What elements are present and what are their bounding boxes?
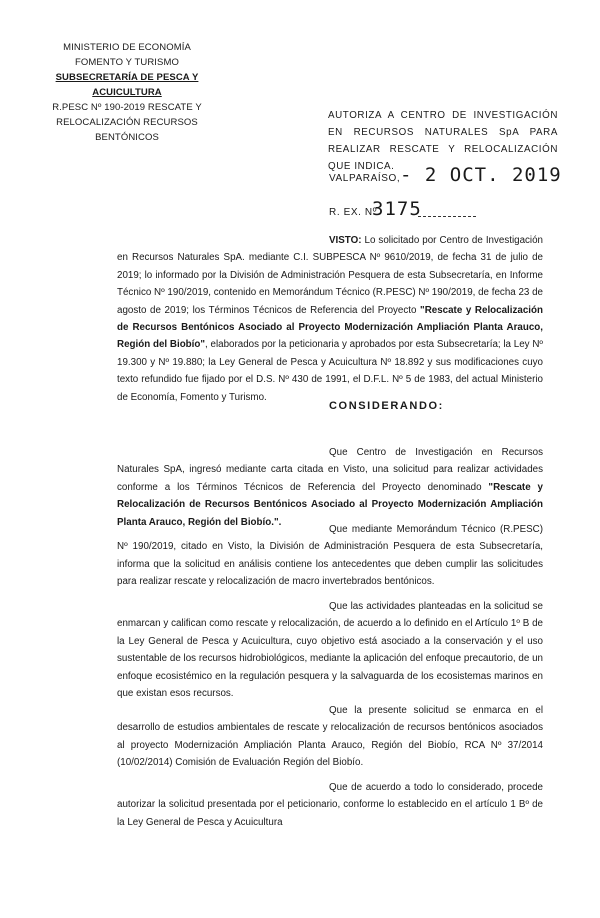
rex-label: R. EX. Nº — [329, 207, 377, 218]
visto-text-2: , elaborados por la peticionaria y aprobados por esta Subsecretaría; la Ley Nº 19.300 y Nº 19.880; la Ley General de Pesca y Acuicultura Nº 18.892 y sus modificaciones cuyo texto refundido fue fijado por el D.S. Nº 430 de 1991, el D.F.L. Nº 5 de 1983, del actual Ministerio de Economía, Fomento y Turismo. — [117, 339, 543, 403]
considerando-paragraph-1 — [117, 444, 543, 531]
ministry-name: MINISTERIO DE ECONOMÍA — [63, 42, 191, 53]
subsecretariat-name: SUBSECRETARÍA DE PESCA Y ACUICULTURA — [55, 72, 199, 98]
resolution-subject: AUTORIZA A CENTRO DE INVESTIGACIÓN EN RECURSOS NATURALES SpA PARA REALIZAR RESCATE Y RELOCALIZACIÓN QUE INDICA. — [328, 110, 558, 172]
visto-text-1: Lo solicitado por Centro de Investigación en Recursos Naturales SpA. mediante C.I. SUBPESCA Nº 9610/2019, de fecha 31 de julio de 2019; lo informado por la División de Administración Pesquera de esta Subsecretaría, en Informe Técnico Nº 190/2019, contenido en Memorándum Técnico (R.PESC) Nº 190/2019, de fecha 23 de agosto de 2019; los Términos Técnicos de Referencia del Proyecto — [117, 235, 543, 316]
visto-lead: VISTO: — [329, 235, 362, 246]
reference-topic: RELOCALIZACIÓN RECURSOS BENTÓNICOS — [56, 117, 198, 143]
reference-line: R.PESC Nº 190-2019 RESCATE Y — [52, 102, 202, 113]
considerando-paragraph-3: Que las actividades planteadas en la solicitud se enmarcan y califican como rescate y relocalización, de acuerdo a lo definido en el Artículo 1º B de la Ley General de Pesca y Acuicultura, cuyo objetivo está asociado a la conservación y el uso sustentable de los recursos hidrobiológicos, mediante la aplicación del enfoque precautorio, de un enfoque ecosistémico en la regulación pesquera y la salvaguarda de los ecosistemas marinos en que existan esos recursos. — [117, 601, 543, 700]
considerando-paragraph-4: Que la presente solicitud se enmarca en el desarrollo de estudios ambientales de rescate y relocalización de recursos bentónicos asociados al proyecto Modernización Ampliación Planta Arauco, Región del Biobío, RCA Nº 37/2014 (10/02/2014) Comisión de Evaluación Región del Biobío. — [117, 705, 543, 769]
rex-number-stamp: 3175 — [372, 198, 422, 220]
date-stamp: - 2 OCT. 2019 — [400, 164, 562, 186]
visto-project-title: "Rescate y Relocalización de Recursos Bentónicos Asociado al Proyecto Modernización Ampliación Planta Arauco, Región del Biobío" — [117, 304, 543, 351]
rex-underline — [418, 216, 476, 217]
letterhead — [27, 40, 227, 145]
considerando-paragraph-5: Que de acuerdo a todo lo considerado, procede autorizar la solicitud presentada por el peticionario, conforme lo establecido en el artículo 1 Bº de la Ley General de Pesca y Acuicultura — [117, 782, 543, 828]
considerando-heading: CONSIDERANDO: — [329, 400, 444, 412]
visto-paragraph — [117, 232, 543, 406]
ministry-subtitle: FOMENTO Y TURISMO — [75, 57, 179, 68]
place-label: VALPARAÍSO, — [329, 173, 401, 184]
considerando-paragraph-2: Que mediante Memorándum Técnico (R.PESC) Nº 190/2019, citado en Visto, la División de Administración Pesquera de esta Subsecretaría, informa que la solicitud en análisis contiene los antecedentes que deben cumplir las solicitudes para realizar rescate y relocalización de macro invertebrados bentónicos. — [117, 524, 543, 588]
considerando-1-project-title: "Rescate y Relocalización de Recursos Bentónicos Asociado al Proyecto Modernización Ampliación Planta Arauco, Región del Biobío.". — [117, 481, 543, 528]
considerando-1-text: Que Centro de Investigación en Recursos Naturales SpA, ingresó mediante carta citada en Visto, una solicitud para realizar actividades conforme a los Términos Técnicos de Referencia del Proyecto denominado — [117, 447, 543, 493]
